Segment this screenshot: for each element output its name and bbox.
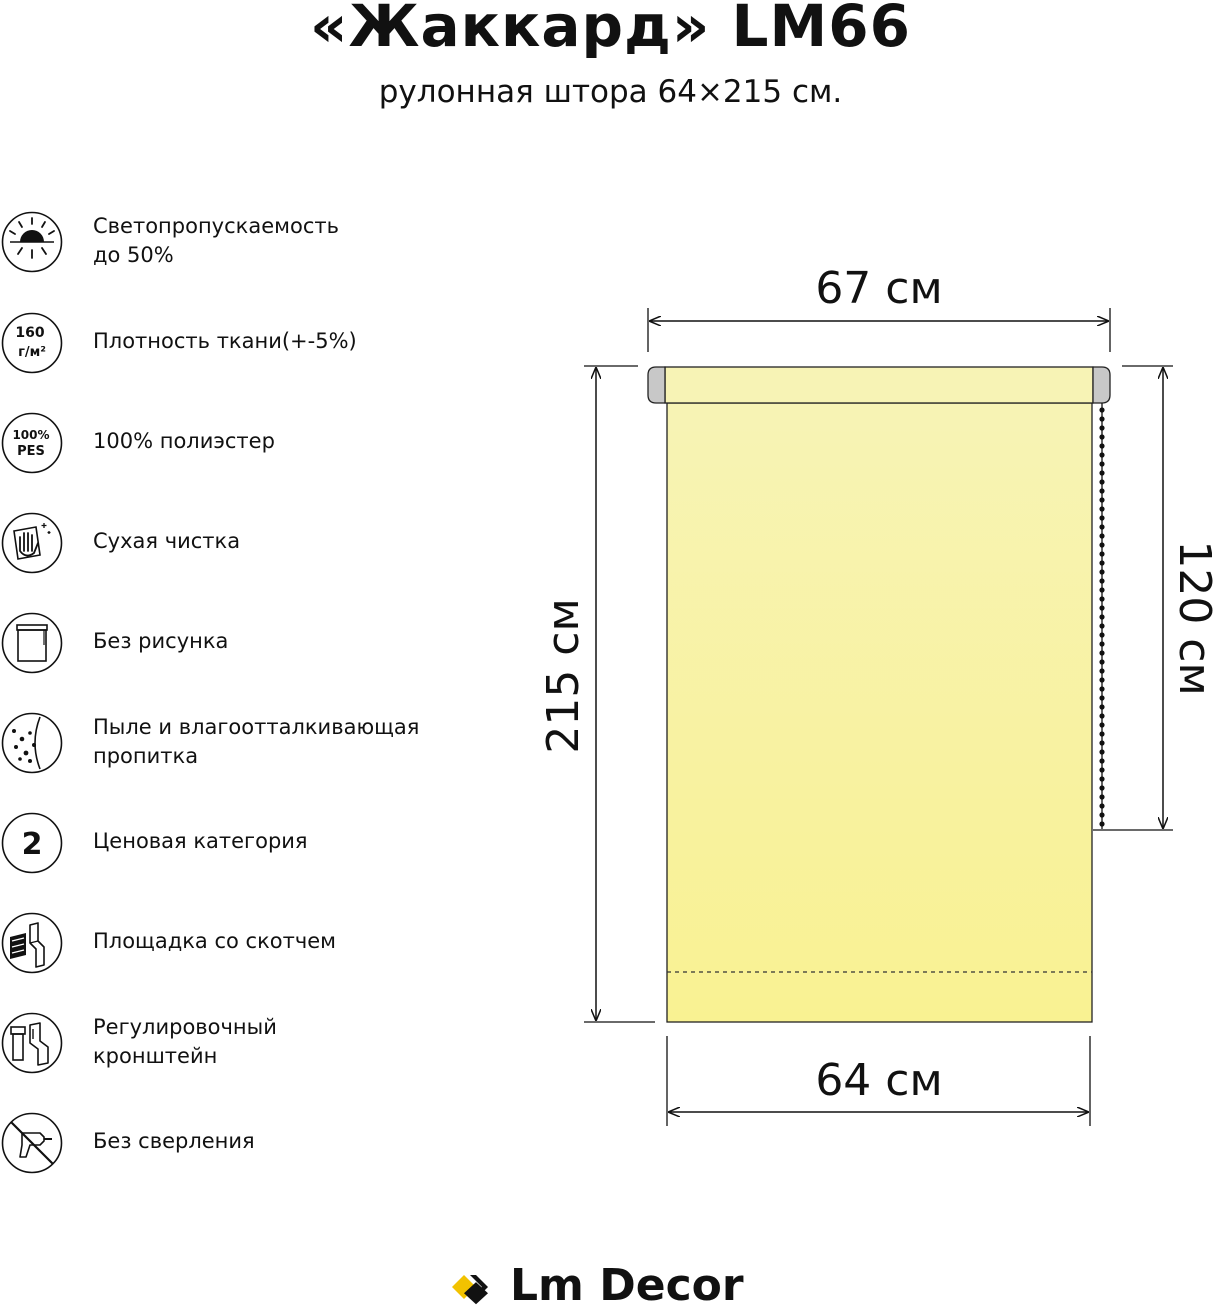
chain-bead — [1099, 551, 1104, 556]
chain-bead — [1099, 794, 1104, 799]
feature-list — [0, 0, 520, 1200]
chain-bead — [1099, 632, 1104, 637]
chain-bead — [1099, 434, 1104, 439]
chain-bead — [1099, 668, 1104, 673]
price-category-icon — [0, 811, 64, 875]
chain-bead — [1099, 785, 1104, 790]
chain-bead — [1099, 407, 1104, 412]
chain-bead — [1099, 533, 1104, 538]
chain-bead — [1099, 704, 1104, 709]
chain-bead — [1099, 713, 1104, 718]
chain-bead — [1099, 650, 1104, 655]
feature-label: Пыле и влагоотталкивающая пропитка — [93, 715, 420, 768]
chain-beads — [1099, 407, 1104, 826]
logo-mark-icon — [450, 1264, 496, 1310]
chain-bead — [1099, 731, 1104, 736]
feature-label: 100% полиэстер — [93, 429, 275, 453]
chain-bead — [1099, 641, 1104, 646]
chain-bead — [1099, 605, 1104, 610]
chain-bead — [1099, 596, 1104, 601]
density-icon — [0, 311, 64, 375]
density-icon-unit: г/м² — [18, 345, 46, 360]
adhesive-pad-icon — [0, 911, 64, 975]
chain-bead — [1099, 695, 1104, 700]
chain-bead — [1099, 542, 1104, 547]
total-width-label: 67 см — [815, 263, 943, 314]
chain-bead — [1099, 722, 1104, 727]
chain-bead — [1099, 524, 1104, 529]
left-end-cap — [648, 367, 665, 403]
chain-bead — [1099, 767, 1104, 772]
plain-pattern-icon — [0, 611, 64, 675]
adjustable-bracket-icon — [0, 1011, 64, 1075]
chain-length-label: 120 см — [1169, 540, 1220, 696]
price-category-value: 2 — [21, 827, 43, 862]
brand-logo — [450, 1258, 810, 1314]
no-drilling-icon — [0, 1111, 64, 1175]
chain-bead — [1099, 677, 1104, 682]
material-icon-percent: 100% — [12, 428, 50, 442]
dry-clean-icon — [0, 511, 64, 575]
product-title: «Жаккард» LM66 — [310, 0, 911, 60]
chain-bead — [1099, 461, 1104, 466]
feature-label: Светопропускаемость до 50% — [93, 214, 339, 267]
chain-bead — [1099, 803, 1104, 808]
feature-label: Сухая чистка — [93, 529, 241, 553]
chain-bead — [1099, 425, 1104, 430]
feature-label: Ценовая категория — [93, 829, 308, 853]
light-transmission-icon — [0, 210, 64, 274]
chain-bead — [1099, 470, 1104, 475]
chain-bead — [1099, 659, 1104, 664]
chain-bead — [1099, 416, 1104, 421]
chain-bead — [1099, 758, 1104, 763]
chain-bead — [1099, 569, 1104, 574]
chain-bead — [1099, 776, 1104, 781]
density-icon-value: 160 — [15, 325, 45, 341]
product-subtitle: рулонная штора 64×215 см. — [378, 74, 843, 110]
right-end-cap — [1093, 367, 1110, 403]
feature-label: Без рисунка — [93, 629, 229, 653]
chain-bead — [1099, 497, 1104, 502]
chain-bead — [1099, 812, 1104, 817]
feature-label: Без сверления — [93, 1129, 255, 1153]
fabric-width-label: 64 см — [815, 1055, 943, 1106]
chain-bead — [1099, 479, 1104, 484]
chain-bead — [1099, 686, 1104, 691]
fabric-panel — [667, 403, 1092, 1022]
material-icon — [0, 411, 64, 475]
material-icon-code: PES — [17, 444, 45, 459]
chain-bead — [1099, 443, 1104, 448]
height-label: 215 см — [538, 598, 589, 754]
feature-label: Плотность ткани(+-5%) — [93, 329, 357, 353]
chain-bead — [1099, 560, 1104, 565]
chain-bead — [1099, 488, 1104, 493]
chain-bead — [1099, 749, 1104, 754]
feature-label: Регулировочный кронштейн — [93, 1015, 277, 1068]
chain-bead — [1099, 740, 1104, 745]
chain-bead — [1099, 515, 1104, 520]
roller-tube — [665, 367, 1093, 403]
chain-bead — [1099, 506, 1104, 511]
chain-bead — [1099, 614, 1104, 619]
chain-bead — [1099, 821, 1104, 826]
chain-bead — [1099, 578, 1104, 583]
chain-bead — [1099, 587, 1104, 592]
water-repellent-icon — [0, 711, 64, 775]
feature-label: Площадка со скотчем — [93, 929, 337, 953]
chain-bead — [1099, 623, 1104, 628]
chain-bead — [1099, 452, 1104, 457]
brand-name: Lm Decor — [510, 1260, 744, 1311]
